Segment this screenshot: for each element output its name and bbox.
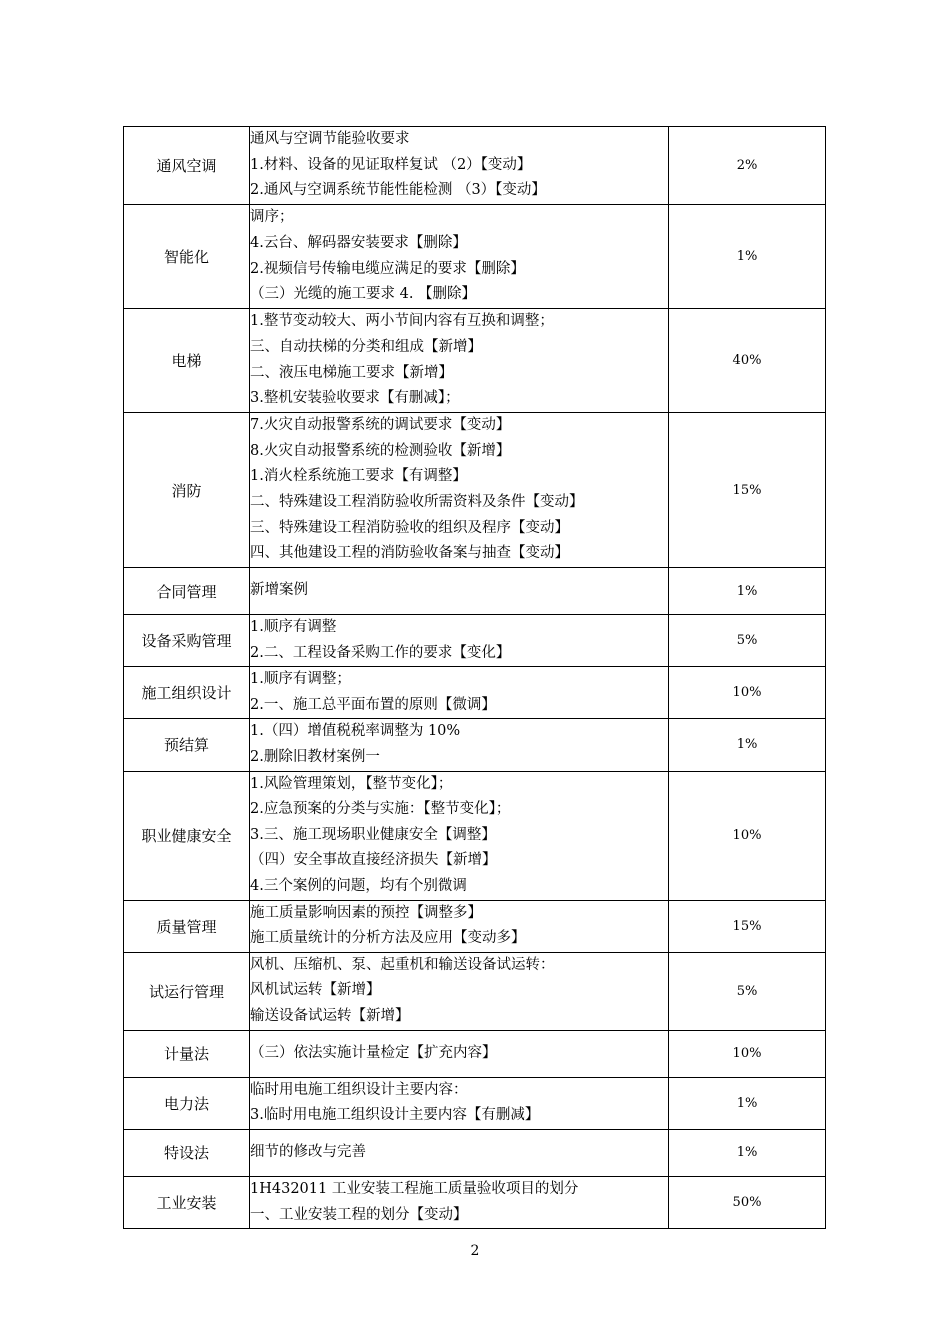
description-cell xyxy=(250,667,669,719)
table-row xyxy=(124,568,826,615)
description-line: 风机试运转【新增】 xyxy=(250,982,381,999)
table-row xyxy=(124,667,826,719)
table-row xyxy=(124,1030,826,1077)
description-cell xyxy=(250,568,669,615)
description-line: 3.临时用电施工组织设计主要内容【有删减】 xyxy=(250,1107,540,1124)
category-cell: 试运行管理 xyxy=(124,952,250,1030)
description-cell xyxy=(250,771,669,900)
description-line: （四）安全事故直接经济损失【新增】 xyxy=(250,852,497,869)
description-line: 2.删除旧教材案例一 xyxy=(250,748,380,765)
category-cell: 预结算 xyxy=(124,719,250,771)
category-cell: 通风空调 xyxy=(124,127,250,205)
description-line: 2.一、施工总平面布置的原则【微调】 xyxy=(250,696,496,713)
category-cell: 工业安装 xyxy=(124,1176,250,1228)
page-number: 2 xyxy=(470,1243,480,1259)
description-cell xyxy=(250,413,669,568)
category-cell: 计量法 xyxy=(124,1030,250,1077)
percent-cell: 5% xyxy=(669,952,826,1030)
description-cell xyxy=(250,1077,669,1129)
description-cell xyxy=(250,205,669,309)
table-row xyxy=(124,771,826,900)
table-row xyxy=(124,1077,826,1129)
description-line: 1.（四）增值税税率调整为 10% xyxy=(250,723,461,740)
table-row xyxy=(124,615,826,667)
description-line: 3.三、施工现场职业健康安全【调整】 xyxy=(250,826,496,843)
description-line: 8.火灾自动报警系统的检测验收【新增】 xyxy=(250,442,511,459)
category-cell: 质量管理 xyxy=(124,900,250,952)
description-line: 1.风险管理策划，【整节变化】； xyxy=(250,775,453,792)
category-cell: 电梯 xyxy=(124,309,250,413)
description-line: 2.二、工程设备采购工作的要求【变化】 xyxy=(250,644,511,661)
description-line: 2.应急预案的分类与实施：【整节变化】； xyxy=(250,801,511,818)
description-line: 通风与空调节能验收要求 xyxy=(250,131,410,148)
percent-cell: 5% xyxy=(669,615,826,667)
category-cell: 智能化 xyxy=(124,205,250,309)
description-line: 1.整节变动较大、两小节间内容有互换和调整； xyxy=(250,313,554,330)
description-line: 细节的修改与完善 xyxy=(250,1144,366,1161)
percent-cell: 10% xyxy=(669,771,826,900)
description-line: 四、其他建设工程的消防验收备案与抽查【变动】 xyxy=(250,545,569,562)
description-line: 1.消火栓系统施工要求【有调整】 xyxy=(250,468,467,485)
category-cell: 合同管理 xyxy=(124,568,250,615)
table-row xyxy=(124,1129,826,1176)
table-row xyxy=(124,127,826,205)
percent-cell: 2% xyxy=(669,127,826,205)
percent-cell: 1% xyxy=(669,1129,826,1176)
description-line: 新增案例 xyxy=(250,582,308,599)
description-cell xyxy=(250,615,669,667)
table-row xyxy=(124,309,826,413)
percent-cell: 15% xyxy=(669,900,826,952)
description-line: 1.顺序有调整 xyxy=(250,619,337,635)
percent-cell: 15% xyxy=(669,413,826,568)
description-line: 4.云台、解码器安装要求【删除】 xyxy=(250,234,467,251)
description-line: 临时用电施工组织设计主要内容： xyxy=(250,1081,468,1098)
description-cell xyxy=(250,1129,669,1176)
description-line: 施工质量统计的分析方法及应用【变动多】 xyxy=(250,930,526,947)
description-line: 2.通风与空调系统节能性能检测 （3）【变动】 xyxy=(250,182,546,199)
description-cell xyxy=(250,900,669,952)
description-line: 7.火灾自动报警系统的调试要求【变动】 xyxy=(250,417,511,434)
category-cell: 设备采购管理 xyxy=(124,615,250,667)
description-line: （三）依法实施计量检定【扩充内容】 xyxy=(250,1044,497,1061)
percent-cell: 1% xyxy=(669,719,826,771)
change-summary-table xyxy=(123,126,826,1229)
description-line: 4.三个案例的问题，均有个别微调 xyxy=(250,877,467,894)
table-row xyxy=(124,413,826,568)
percent-cell: 1% xyxy=(669,205,826,309)
percent-cell: 10% xyxy=(669,1030,826,1077)
description-line: 二、液压电梯施工要求【新增】 xyxy=(250,364,453,381)
description-cell xyxy=(250,719,669,771)
description-line: 3.整机安装验收要求【有删减】； xyxy=(250,390,460,407)
description-line: 三、自动扶梯的分类和组成【新增】 xyxy=(250,338,482,355)
description-line: 二、特殊建设工程消防验收所需资料及条件【变动】 xyxy=(250,494,584,510)
description-line: 施工质量影响因素的预控【调整多】 xyxy=(250,904,482,921)
description-cell xyxy=(250,1176,669,1228)
category-cell: 消防 xyxy=(124,413,250,568)
description-line: （三）光缆的施工要求 4. 【删除】 xyxy=(250,286,477,303)
description-cell xyxy=(250,127,669,205)
percent-cell: 50% xyxy=(669,1176,826,1228)
percent-cell: 1% xyxy=(669,1077,826,1129)
table-row xyxy=(124,1176,826,1228)
category-cell: 施工组织设计 xyxy=(124,667,250,719)
description-line: 2.视频信号传输电缆应满足的要求【删除】 xyxy=(250,260,525,277)
description-line: 一、工业安装工程的划分【变动】 xyxy=(250,1206,468,1223)
percent-cell: 10% xyxy=(669,667,826,719)
description-cell xyxy=(250,1030,669,1077)
table-row xyxy=(124,952,826,1030)
description-cell xyxy=(250,952,669,1030)
description-line: 调序； xyxy=(250,209,294,226)
description-line: 三、特殊建设工程消防验收的组织及程序【变动】 xyxy=(250,519,569,536)
description-cell xyxy=(250,309,669,413)
description-line: 输送设备试运转【新增】 xyxy=(250,1008,410,1025)
table-row xyxy=(124,719,826,771)
description-line: 1.材料、设备的见证取样复试 （2）【变动】 xyxy=(250,156,532,173)
table-row xyxy=(124,205,826,309)
table-row xyxy=(124,900,826,952)
description-line: 风机、压缩机、泵、起重机和输送设备试运转： xyxy=(250,956,555,973)
category-cell: 职业健康安全 xyxy=(124,771,250,900)
category-cell: 电力法 xyxy=(124,1077,250,1129)
description-line: 1.顺序有调整； xyxy=(250,671,351,688)
description-line: 1H432011 工业安装工程施工质量验收项目的划分 xyxy=(250,1180,579,1197)
percent-cell: 1% xyxy=(669,568,826,615)
percent-cell: 40% xyxy=(669,309,826,413)
category-cell: 特设法 xyxy=(124,1129,250,1176)
